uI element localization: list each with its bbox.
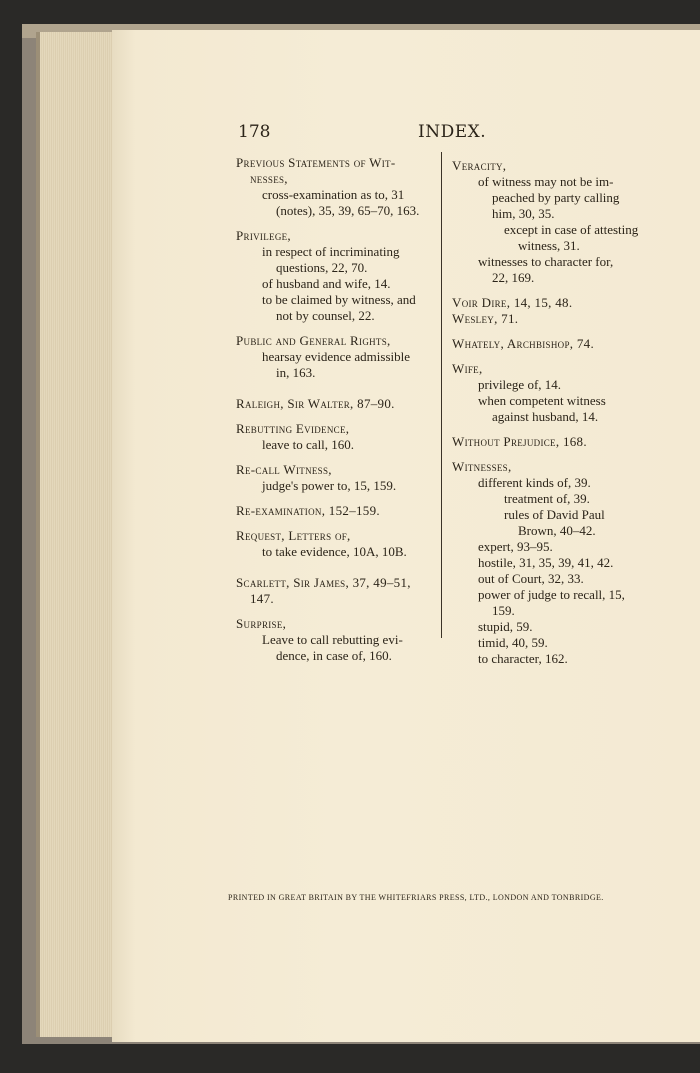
entry-gap xyxy=(236,381,436,396)
index-subentry: Brown, 40–42. xyxy=(518,523,596,538)
index-subentry: in, 163. xyxy=(276,365,316,380)
index-heading: Voir Dire, 14, 15, 48. xyxy=(452,295,573,310)
page-title: INDEX. xyxy=(418,122,487,142)
index-column-right xyxy=(452,158,652,667)
entry-gap xyxy=(236,453,436,462)
index-subentry: of husband and wife, 14. xyxy=(262,276,391,291)
index-subentry: peached by party calling xyxy=(492,190,620,205)
index-subentry: witnesses to character for, xyxy=(478,254,614,269)
entry-gap xyxy=(236,324,436,333)
entry-gap xyxy=(236,412,436,421)
index-subentry: 22, 169. xyxy=(492,270,535,285)
index-subentry: cross-examination as to, 31 xyxy=(262,187,405,202)
index-heading: Surprise, xyxy=(236,616,287,631)
index-subentry: treatment of, 39. xyxy=(504,491,590,506)
entry-gap xyxy=(236,494,436,503)
column-divider xyxy=(441,152,442,638)
entry-gap xyxy=(452,425,652,434)
index-heading: Privilege, xyxy=(236,228,291,243)
index-subentry: timid, 40, 59. xyxy=(478,635,548,650)
index-heading: Witnesses, xyxy=(452,459,512,474)
running-head xyxy=(0,122,700,146)
index-subentry: dence, in case of, 160. xyxy=(276,648,392,663)
index-subentry: questions, 22, 70. xyxy=(276,260,368,275)
printer-imprint: PRINTED IN GREAT BRITAIN BY THE WHITEFRIARS PRESS, LTD., LONDON AND TONBRIDGE. xyxy=(228,893,604,902)
index-subentry: Leave to call rebutting evi- xyxy=(262,632,403,647)
index-subentry: expert, 93–95. xyxy=(478,539,553,554)
index-subentry: to be claimed by witness, and xyxy=(262,292,416,307)
index-column-left xyxy=(236,155,436,664)
index-heading: Scarlett, Sir James, 37, 49–51, xyxy=(236,575,411,590)
index-subentry: privilege of, 14. xyxy=(478,377,562,392)
entry-gap xyxy=(452,352,652,361)
index-subentry: witness, 31. xyxy=(518,238,580,253)
index-subentry: in respect of incriminating xyxy=(262,244,400,259)
index-subentry: against husband, 14. xyxy=(492,409,599,424)
index-subentry: power of judge to recall, 15, xyxy=(478,587,625,602)
index-subentry: leave to call, 160. xyxy=(262,437,355,452)
index-heading: Re-call Witness, xyxy=(236,462,332,477)
index-heading: Re-examination, 152–159. xyxy=(236,503,380,518)
index-subentry: him, 30, 35. xyxy=(492,206,555,221)
index-subentry: out of Court, 32, 33. xyxy=(478,571,584,586)
index-heading: Request, Letters of, xyxy=(236,528,351,543)
entry-gap xyxy=(452,327,652,336)
index-heading: Without Prejudice, 168. xyxy=(452,434,587,449)
index-subentry: of witness may not be im- xyxy=(478,174,614,189)
index-subentry: 147. xyxy=(250,591,274,606)
index-heading: Previous Statements of Wit- xyxy=(236,155,396,170)
index-heading: Whately, Archbishop, 74. xyxy=(452,336,594,351)
entry-gap xyxy=(236,219,436,228)
index-subentry: different kinds of, 39. xyxy=(478,475,591,490)
index-subentry: to character, 162. xyxy=(478,651,568,666)
entry-gap xyxy=(452,286,652,295)
index-subentry: (notes), 35, 39, 65–70, 163. xyxy=(276,203,420,218)
index-subentry: stupid, 59. xyxy=(478,619,533,634)
index-heading: Public and General Rights, xyxy=(236,333,391,348)
index-heading: Rebutting Evidence, xyxy=(236,421,350,436)
index-subentry: hearsay evidence admissible xyxy=(262,349,410,364)
index-subentry: nesses, xyxy=(250,171,288,186)
entry-gap xyxy=(236,607,436,616)
page-number: 178 xyxy=(238,122,271,142)
index-heading: Veracity, xyxy=(452,158,507,173)
index-subentry: to take evidence, 10A, 10B. xyxy=(262,544,407,559)
entry-gap xyxy=(452,450,652,459)
entry-gap xyxy=(236,560,436,575)
index-subentry: judge's power to, 15, 159. xyxy=(262,478,397,493)
index-heading: Wesley, 71. xyxy=(452,311,519,326)
index-subentry: rules of David Paul xyxy=(504,507,605,522)
index-subentry: not by counsel, 22. xyxy=(276,308,375,323)
index-subentry: 159. xyxy=(492,603,515,618)
page-edges xyxy=(36,32,120,1037)
index-subentry: except in case of attesting xyxy=(504,222,639,237)
index-heading: Raleigh, Sir Walter, 87–90. xyxy=(236,396,395,411)
index-subentry: hostile, 31, 35, 39, 41, 42. xyxy=(478,555,614,570)
entry-gap xyxy=(236,519,436,528)
index-subentry: when competent witness xyxy=(478,393,606,408)
index-heading: Wife, xyxy=(452,361,483,376)
